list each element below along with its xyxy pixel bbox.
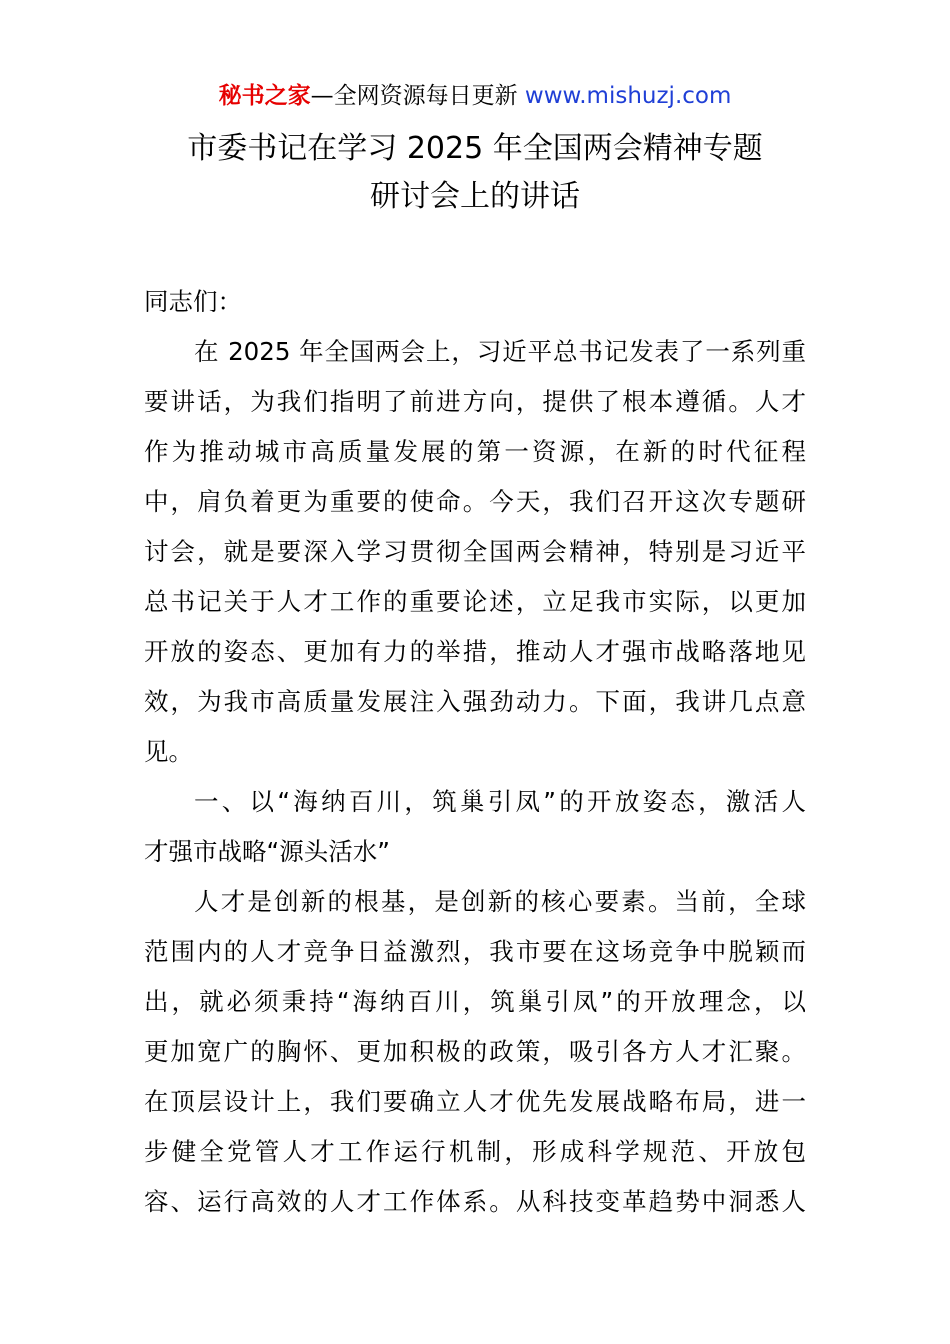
- paragraph-line: 中，肩负着更为重要的使命。今天，我们召开这次专题研: [144, 487, 806, 516]
- paragraph-line: 出，就必须秉持“海纳百川，筑巢引凤”的开放理念，以: [144, 987, 806, 1016]
- paragraph-line: 总书记关于人才工作的重要论述，立足我市实际，以更加: [144, 587, 806, 616]
- paragraph-line: 开放的姿态、更加有力的举措，推动人才强市战略落地见: [144, 637, 806, 666]
- site-url-link[interactable]: www.mishuzj.com: [524, 83, 732, 109]
- paragraph-line: 见。: [144, 737, 193, 766]
- paragraph-line: 更加宽广的胸怀、更加积极的政策，吸引各方人才汇聚。: [144, 1037, 806, 1066]
- document-title: [0, 125, 950, 221]
- paragraph-line: 在 2025 年全国两会上，习近平总书记发表了一系列重: [194, 337, 806, 366]
- paragraph-line: 要讲话，为我们指明了前进方向，提供了根本遵循。人才: [144, 387, 806, 416]
- site-header: [0, 80, 950, 112]
- site-tagline: —全网资源每日更新: [310, 83, 525, 109]
- paragraph-line: 范围内的人才竞争日益激烈，我市要在这场竞争中脱颖而: [144, 937, 806, 966]
- section-heading-line: 一、以“海纳百川，筑巢引凤”的开放姿态，激活人: [194, 787, 806, 816]
- paragraph-line: 作为推动城市高质量发展的第一资源，在新的时代征程: [144, 437, 806, 466]
- section-heading-line: 才强市战略“源头活水”: [144, 837, 390, 866]
- title-line-2: 研讨会上的讲话: [370, 179, 580, 214]
- paragraph-line: 人才是创新的根基，是创新的核心要素。当前，全球: [194, 887, 806, 916]
- brand-name: 秘书之家: [218, 83, 311, 109]
- paragraph-line: 讨会，就是要深入学习贯彻全国两会精神，特别是习近平: [144, 537, 806, 566]
- paragraph-line: 容、运行高效的人才工作体系。从科技变革趋势中洞悉人: [144, 1187, 806, 1216]
- paragraph-line: 效，为我市高质量发展注入强劲动力。下面，我讲几点意: [144, 687, 806, 716]
- document-body: [144, 277, 806, 1227]
- paragraph-line: 步健全党管人才工作运行机制，形成科学规范、开放包: [144, 1137, 806, 1166]
- salutation: 同志们：: [144, 287, 242, 316]
- title-line-1: 市委书记在学习 2025 年全国两会精神专题: [187, 131, 763, 166]
- paragraph-line: 在顶层设计上，我们要确立人才优先发展战略布局，进一: [144, 1087, 806, 1116]
